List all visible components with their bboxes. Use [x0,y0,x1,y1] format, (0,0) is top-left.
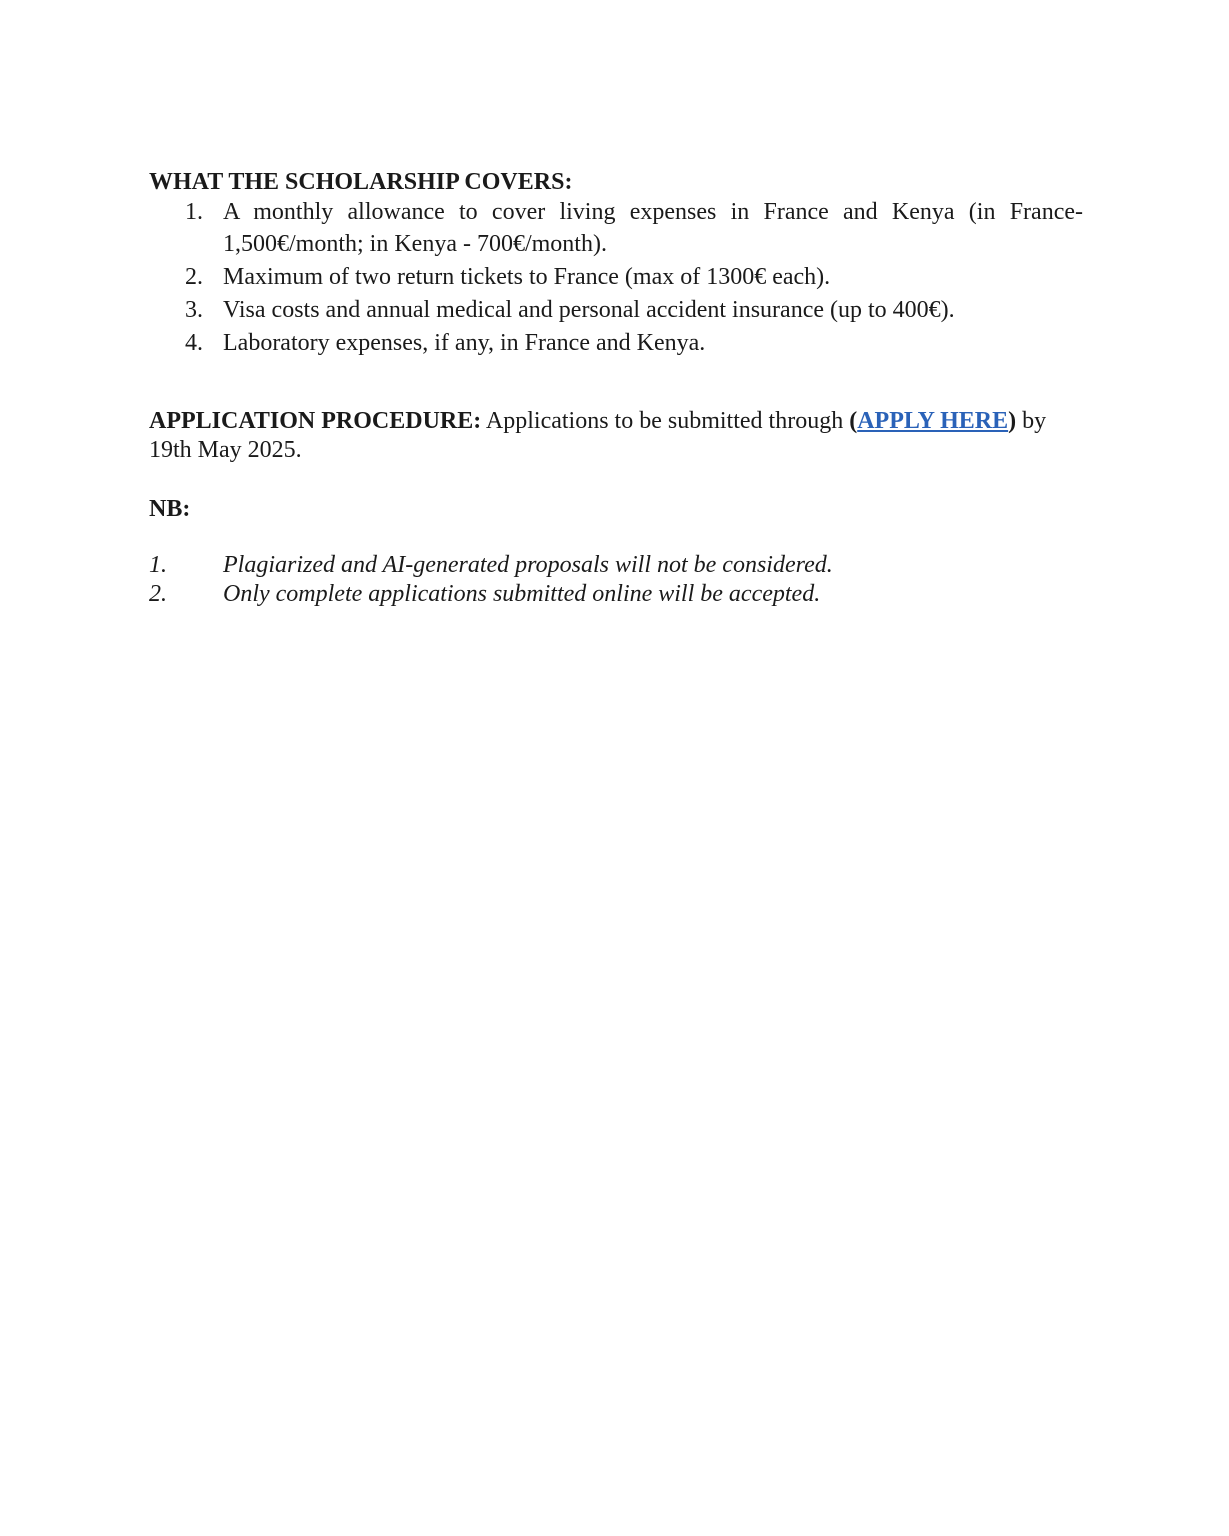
list-item-text: A monthly allowance to cover living expenses in France and Kenya (in France- 1,500€/month; in Kenya - 700€/month). [223,199,1083,257]
list-number: 3. [185,297,203,323]
nb-list [149,551,1083,609]
list-number: 2. [185,264,203,290]
list-item-text: Visa costs and annual medical and personal accident insurance (up to 400€). [223,297,955,323]
procedure-label: APPLICATION PROCEDURE: [149,408,482,434]
procedure-paren-open: ( [849,408,858,434]
list-item-text: Only complete applications submitted online will be accepted. [223,581,821,607]
covers-item [149,294,1083,326]
procedure-text-before: Applications to be submitted through [481,408,850,434]
list-item-text: Maximum of two return tickets to France (max of 1300€ each). [223,264,831,290]
covers-item [149,327,1083,359]
covers-item [149,261,1083,293]
procedure-paren-close: ) [1008,408,1017,434]
covers-heading: WHAT THE SCHOLARSHIP COVERS: [149,169,573,195]
list-item-text: Laboratory expenses, if any, in France and Kenya. [223,330,706,356]
apply-here-link[interactable]: APPLY HERE [857,408,1009,434]
list-number: 2. [149,581,167,607]
list-number: 1. [149,552,167,578]
nb-item [149,580,1083,609]
covers-item [149,196,1083,260]
nb-heading: NB: [149,496,191,522]
application-procedure [149,407,1083,465]
list-number: 4. [185,330,203,356]
list-item-text: Plagiarized and AI-generated proposals will not be considered. [223,552,833,578]
procedure-text-after: by 19th May 2025. [149,408,1047,463]
nb-item [149,551,1083,580]
covers-list [149,196,1083,360]
list-number: 1. [185,199,203,225]
